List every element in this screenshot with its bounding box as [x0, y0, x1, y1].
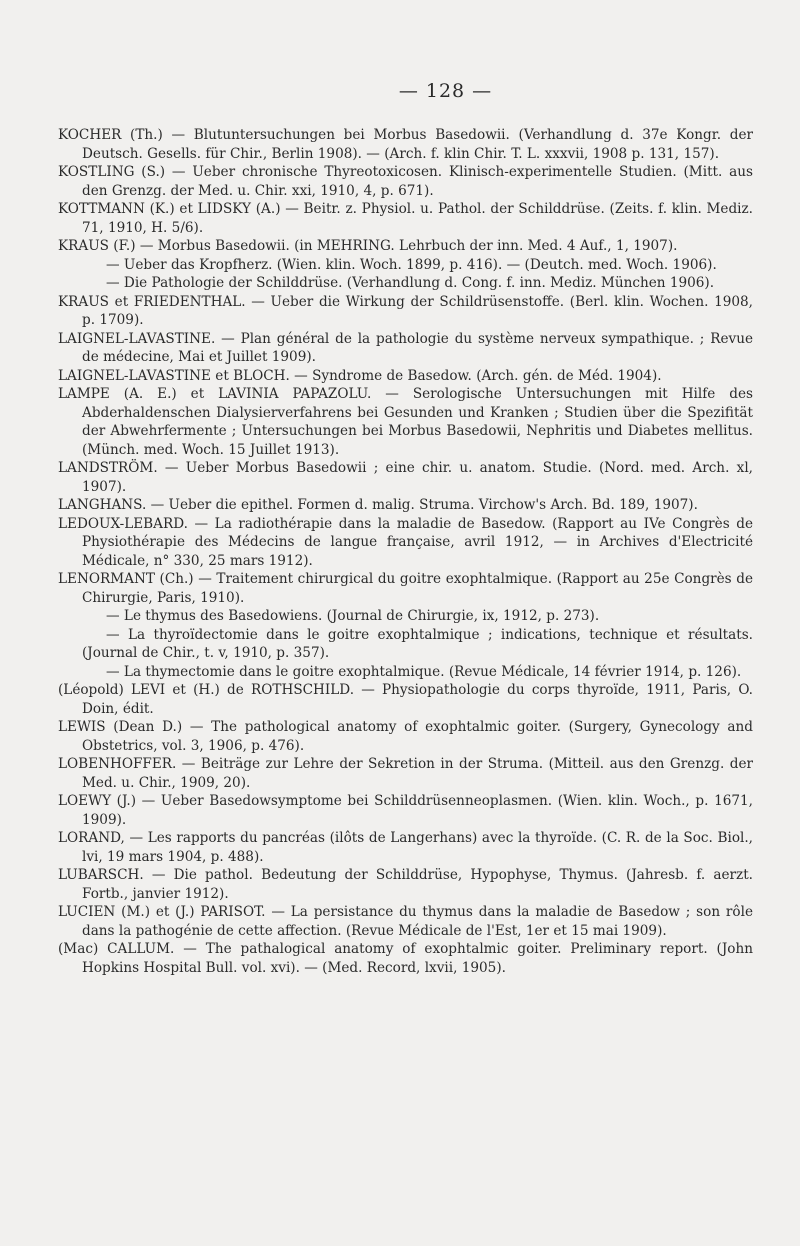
bibliography-entry: KOSTLING (S.) — Ueber chronische Thyreotoxicosen. Klinisch-experimentelle Studien. (Mitt. aus den Grenzg. der Med. u. Chir. xxi, 1910, 4, p. 671).: [58, 164, 753, 199]
bibliography-entry-continuation: [58, 663, 753, 682]
bibliography-entry: LORAND, — Les rapports du pancréas (ilôts de Langerhans) avec la thyroïde. (C. R. de la Soc. Biol., lvi, 19 mars 1904, p. 488).: [58, 830, 753, 865]
bibliography-entry-continuation: [58, 607, 753, 626]
page-number: — 128 —: [398, 80, 493, 102]
bibliography-entry: LAIGNEL-LAVASTINE. — Plan général de la pathologie du système nerveux sympathique. ; Revue de médecine, Mai et Juillet 1909).: [58, 330, 753, 365]
bibliography-entry: LUBARSCH. — Die pathol. Bedeutung der Schilddrüse, Hypophyse, Thymus. (Jahresb. f. aerzt. Fortb., janvier 1912).: [58, 867, 753, 902]
bibliography-entry-continuation: [58, 256, 753, 275]
bibliography-entry: LANDSTRÖM. — Ueber Morbus Basedowii ; eine chir. u. anatom. Studie. (Nord. med. Arch. xl, 1907).: [58, 460, 753, 495]
entry-text: — La thyroïdectomie dans le goitre exophtalmique ; indications, technique et résultats. (Journal de Chir., t. v, 1910, p. 357).: [82, 626, 753, 661]
bibliography-entry: KRAUS et FRIEDENTHAL. — Ueber die Wirkung der Schildrüsenstoffe. (Berl. klin. Wochen. 1908, p. 1709).: [58, 293, 753, 328]
bibliography-list: [58, 126, 753, 977]
entry-text: — Ueber das Kropfherz. (Wien. klin. Woch. 1899, p. 416). — (Deutch. med. Woch. 1906).: [106, 256, 717, 273]
bibliography-entry: KOCHER (Th.) — Blutuntersuchungen bei Morbus Basedowii. (Verhandlung d. 37e Kongr. der Deutsch. Gesells. für Chir., Berlin 1908). — (Arch. f. klin Chir. T. L. xxxvii, 1908 p. 131, 157).: [58, 127, 753, 162]
entry-text: — Die Pathologie der Schilddrüse. (Verhandlung d. Cong. f. inn. Mediz. München 1906).: [106, 275, 715, 291]
bibliography-entry: LANGHANS. — Ueber die epithel. Formen d. malig. Struma. Virchow's Arch. Bd. 189, 1907).: [58, 497, 698, 513]
entry-text: — La thymectomie dans le goitre exophtalmique. (Revue Médicale, 14 février 1914, p. 126).: [106, 663, 742, 680]
bibliography-entry: (Mac) CALLUM. — The pathalogical anatomy of exophtalmic goiter. Preliminary report. (John Hopkins Hospital Bull. vol. xvi). — (Med. Record, lxvii, 1905).: [58, 941, 753, 976]
bibliography-entry: LAIGNEL-LAVASTINE et BLOCH. — Syndrome de Basedow. (Arch. gén. de Méd. 1904).: [58, 367, 662, 384]
bibliography-entry-continuation: [58, 626, 753, 663]
bibliography-entry: KRAUS (F.) — Morbus Basedowii. (in MEHRING. Lehrbuch der inn. Med. 4 Auf., 1, 1907).: [58, 238, 678, 254]
bibliography-entry: LUCIEN (M.) et (J.) PARISOT. — La persistance du thymus dans la maladie de Basedow ; son rôle dans la pathogénie de cette affection. (Revue Médicale de l'Est, 1er et 15 mai 1909).: [58, 904, 753, 939]
bibliography-entry: LOBENHOFFER. — Beiträge zur Lehre der Sekretion in der Struma. (Mitteil. aus den Grenzg. der Med. u. Chir., 1909, 20).: [58, 756, 753, 791]
bibliography-entry-continuation: [58, 274, 753, 293]
bibliography-entry: LEDOUX-LEBARD. — La radiothérapie dans la maladie de Basedow. (Rapport au IVe Congrès de Physiothérapie des Médecins de langue française, avril 1912, — in Archives d'Electricité Médicale, n° 330, 25 mars 1912).: [58, 515, 753, 569]
bibliography-entry: KOTTMANN (K.) et LIDSKY (A.) — Beitr. z. Physiol. u. Pathol. der Schilddrüse. (Zeits. f. klin. Mediz. 71, 1910, H. 5/6).: [58, 201, 753, 236]
bibliography-entry: LEWIS (Dean D.) — The pathological anatomy of exophtalmic goiter. (Surgery, Gynecology and Obstetrics, vol. 3, 1906, p. 476).: [58, 719, 753, 754]
bibliography-entry: LENORMANT (Ch.) — Traitement chirurgical du goitre exophtalmique. (Rapport au 25e Congrès de Chirurgie, Paris, 1910).: [58, 571, 753, 606]
entry-text: — Le thymus des Basedowiens. (Journal de Chirurgie, ix, 1912, p. 273).: [106, 608, 600, 624]
bibliography-entry: LAMPE (A. E.) et LAVINIA PAPAZOLU. — Serologische Untersuchungen mit Hilfe des Abderhaldenschen Dialysierverfahrens bei Gesunden und Kranken ; Studien über die Spezifität der Abwehrfermente ; Untersuchungen bei Morbus Basedowii, Nephritis und Diabetes mellitus. (Münch. med. Woch. 15 Juillet 1913).: [58, 386, 753, 458]
bibliography-entry: (Léopold) LEVI et (H.) de ROTHSCHILD. — Physiopathologie du corps thyroïde, 1911, Paris, O. Doin, édit.: [58, 682, 753, 717]
bibliography-entry: LOEWY (J.) — Ueber Basedowsymptome bei Schilddrüsenneoplasmen. (Wien. klin. Woch., p. 1671, 1909).: [58, 793, 753, 828]
